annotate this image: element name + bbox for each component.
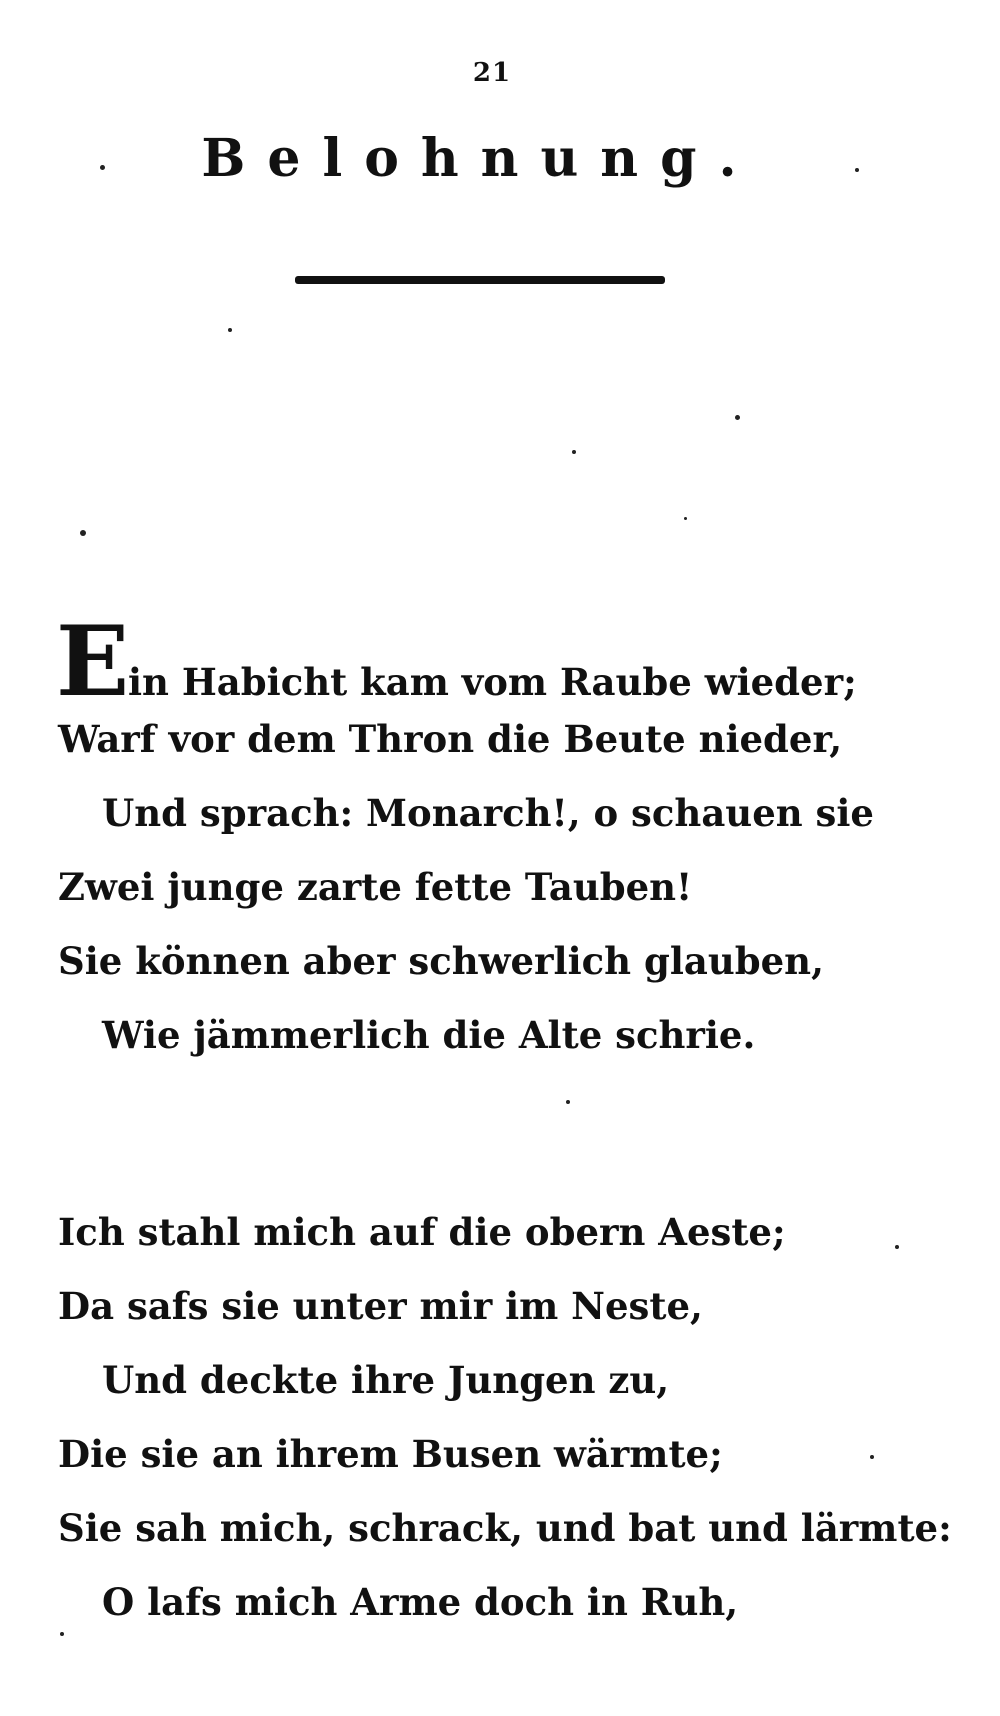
title-rule	[295, 276, 665, 284]
poem-line: Ich stahl mich auf die obern Aeste;	[58, 1210, 786, 1254]
stanza-2	[0, 1195, 1000, 1639]
poem-line: Die sie an ihrem Busen wärmte;	[58, 1432, 723, 1476]
ink-speck	[566, 1100, 570, 1104]
ink-speck	[735, 415, 740, 420]
poem-title: Belohnung.	[201, 128, 759, 189]
stanza-1	[0, 605, 1000, 1072]
poem-line: Und sprach: Monarch!, o schauen sie	[102, 791, 874, 835]
first-line	[0, 605, 1000, 718]
ink-speck	[855, 168, 859, 172]
poem-line: Zwei junge zarte fette Tauben!	[58, 865, 693, 909]
ink-speck	[80, 530, 86, 536]
ink-speck	[572, 450, 576, 454]
ink-speck	[684, 517, 687, 520]
poem-line: Warf vor dem Thron die Beute nieder,	[58, 717, 843, 761]
poem-line: Und deckte ihre Jungen zu,	[102, 1358, 670, 1402]
poem-line: O lafs mich Arme doch in Ruh,	[102, 1580, 739, 1624]
drop-initial: E	[56, 605, 130, 718]
page-number: 21	[472, 58, 512, 88]
poem-line: Wie jämmerlich die Alte schrie.	[102, 1013, 756, 1057]
ink-speck	[100, 165, 105, 170]
poem-line: Sie sah mich, schrack, und bat und lärmte:	[58, 1506, 952, 1550]
poem-line: Sie können aber schwerlich glauben,	[58, 939, 824, 983]
ink-speck	[228, 328, 232, 332]
first-line-text: in Habicht kam vom Raube wieder;	[128, 660, 857, 704]
poem-line: Da safs sie unter mir im Neste,	[58, 1284, 703, 1328]
